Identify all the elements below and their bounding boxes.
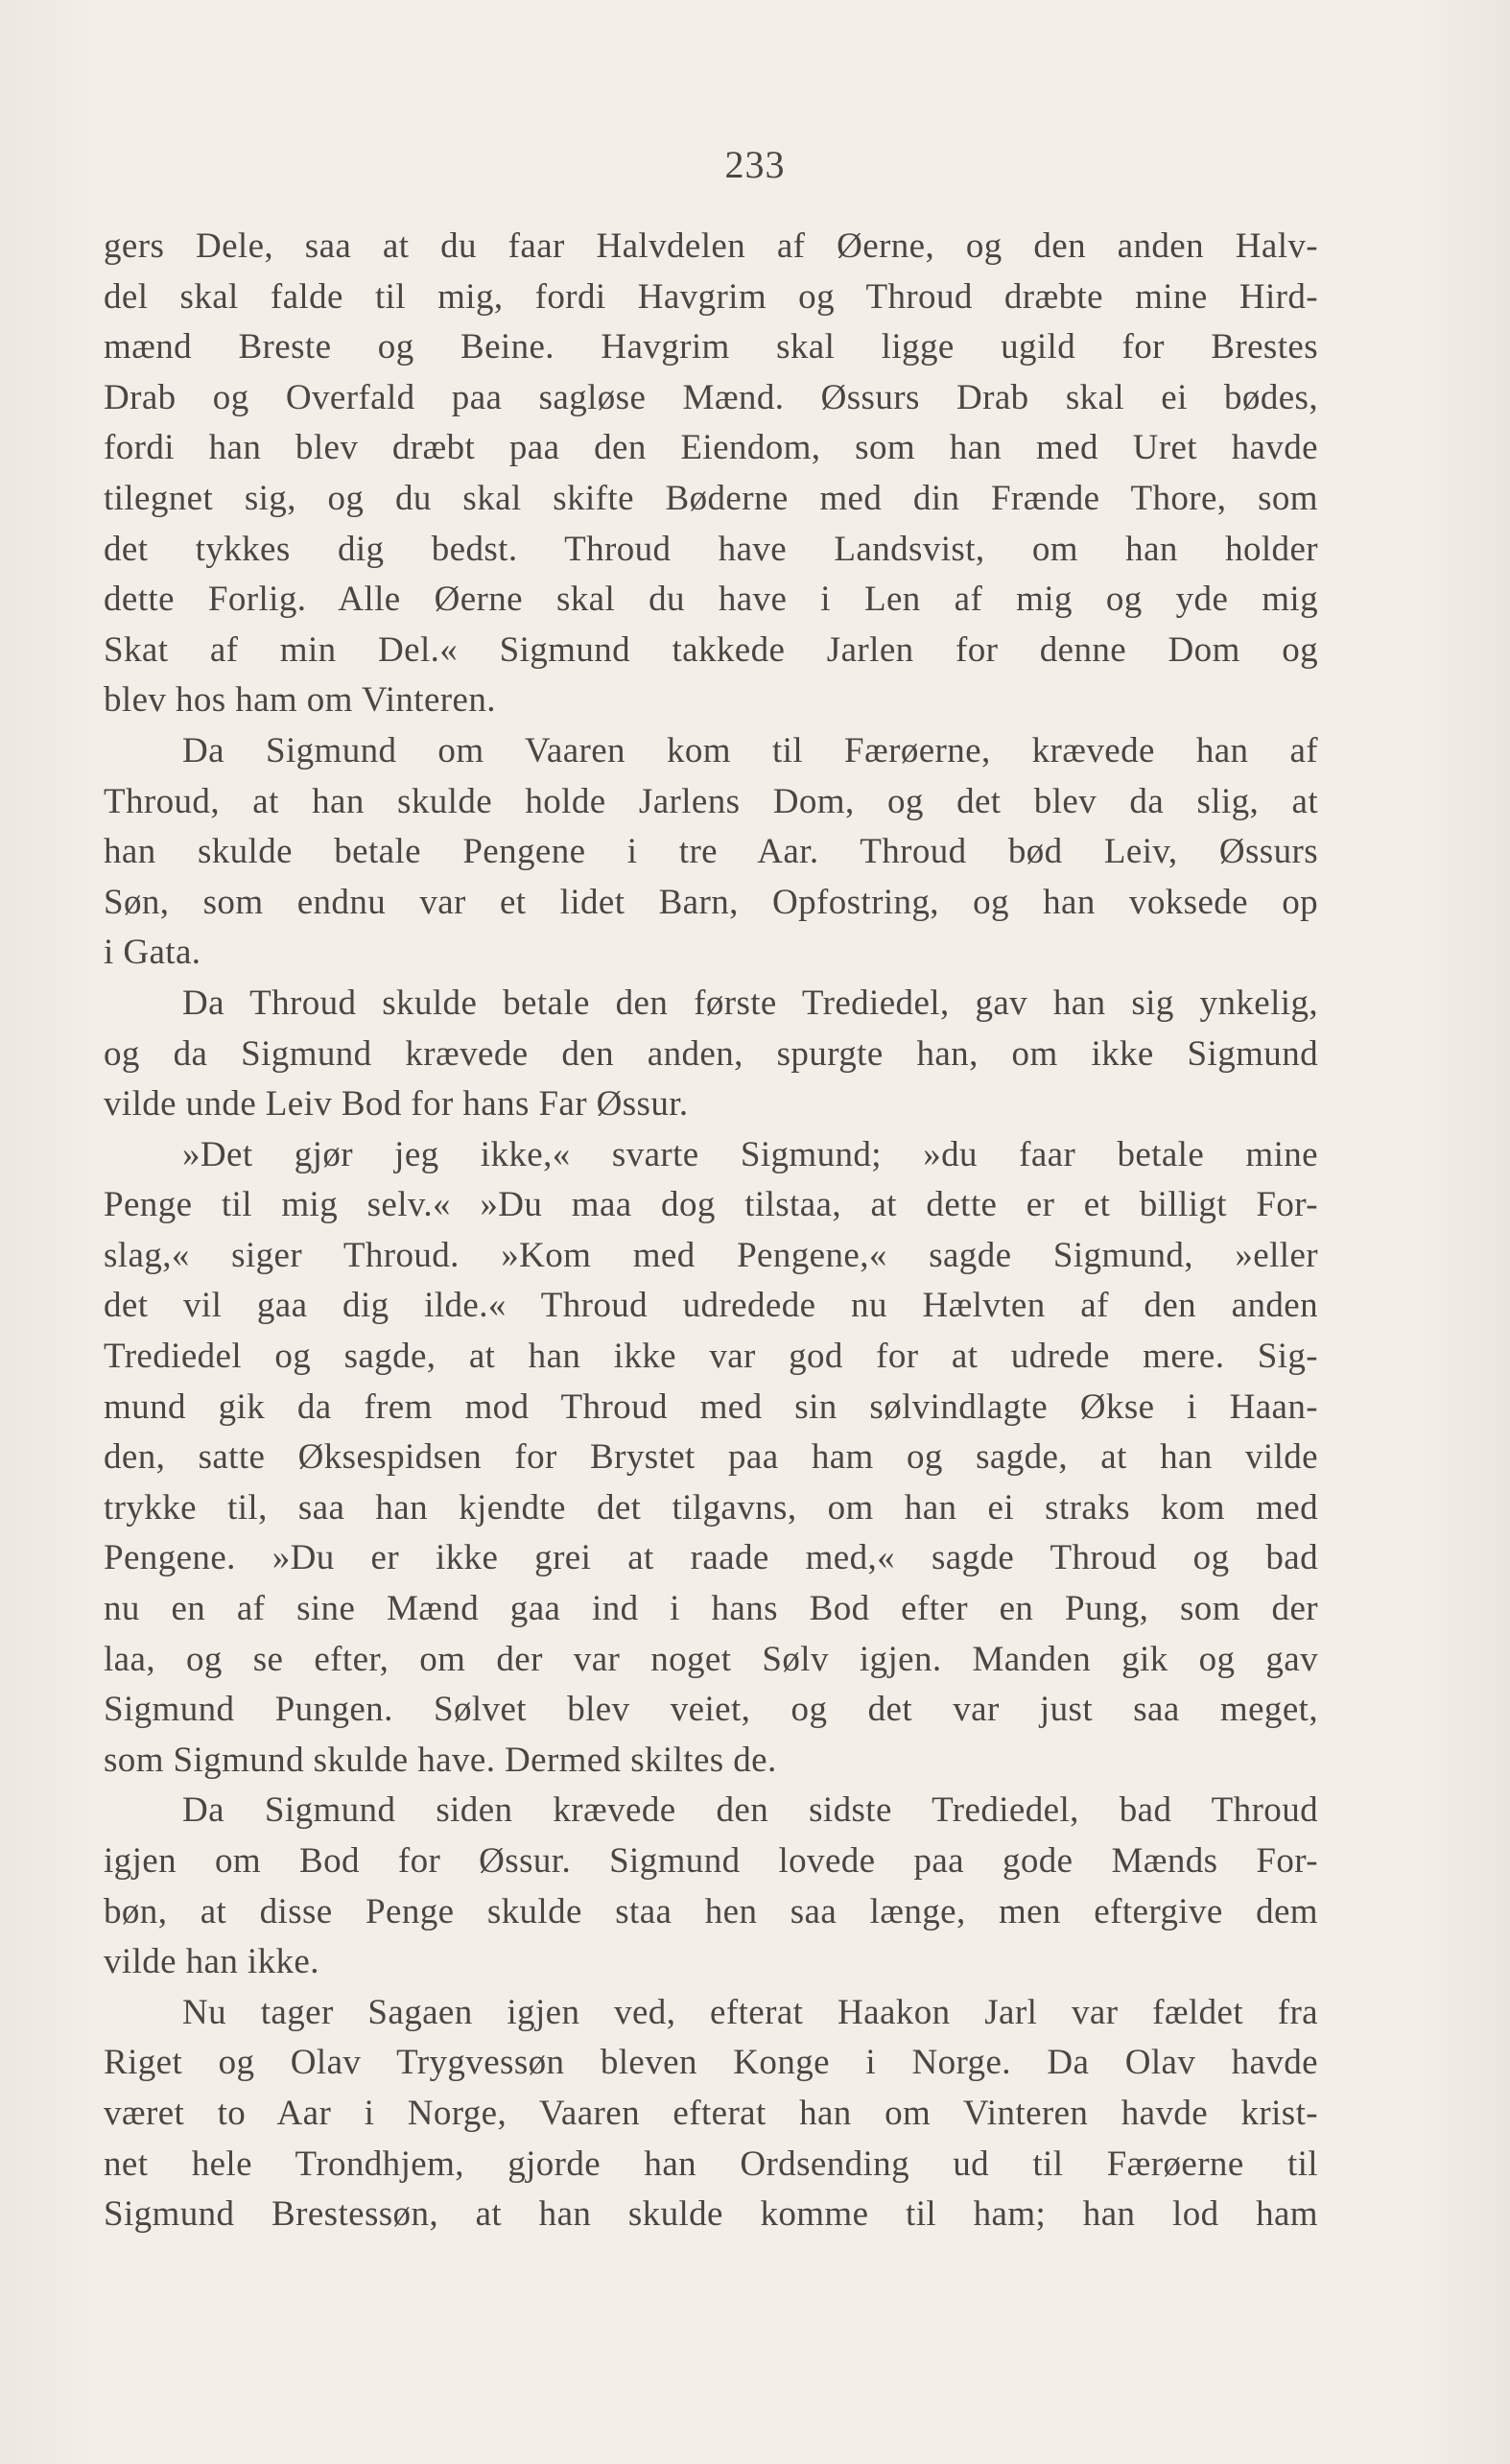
text-line: Da Throud skulde betale den første Trediedel, gav han sig ynkelig, xyxy=(182,983,1318,1023)
text-line: det tykkes dig bedst. Throud have Landsvist, om han holder xyxy=(104,529,1318,569)
text-line: den, satte Øksespidsen for Brystet paa ham og sagde, at han vilde xyxy=(104,1437,1318,1478)
text-line: Pengene. »Du er ikke grei at raade med,« sagde Throud og bad xyxy=(104,1538,1318,1578)
text-line: Riget og Olav Trygvessøn bleven Konge i Norge. Da Olav havde xyxy=(104,2043,1318,2083)
text-line: Da Sigmund siden krævede den sidste Trediedel, bad Throud xyxy=(182,1790,1318,1831)
text-line: fordi han blev dræbt paa den Eiendom, som han med Uret havde xyxy=(104,428,1318,468)
text-line: trykke til, saa han kjendte det tilgavns, om han ei straks kom med xyxy=(104,1487,1318,1528)
text-line: Drab og Overfald paa sagløse Mænd. Øssurs Drab skal ei bødes, xyxy=(104,377,1318,417)
text-line: Throud, at han skulde holde Jarlens Dom, og det blev da slig, at xyxy=(104,781,1318,821)
text-line: tilegnet sig, og du skal skifte Bøderne med din Frænde Thore, som xyxy=(104,478,1318,518)
text-line: Søn, som endnu var et lidet Barn, Opfostring, og han voksede op xyxy=(104,882,1318,922)
text-line: og da Sigmund krævede den anden, spurgte han, om ikke Sigmund xyxy=(104,1033,1318,1074)
text-line: Sigmund Brestessøn, at han skulde komme til ham; han lod ham xyxy=(104,2194,1318,2235)
text-line: net hele Trondhjem, gjorde han Ordsending ud til Færøerne til xyxy=(104,2144,1318,2184)
text-line: vilde unde Leiv Bod for hans Far Øssur. xyxy=(104,1084,689,1125)
text-line: Penge til mig selv.« »Du maa dog tilstaa, at dette er et billigt For- xyxy=(104,1185,1318,1225)
page-number: 233 xyxy=(724,143,786,186)
text-line: bøn, at disse Penge skulde staa hen saa længe, men eftergive dem xyxy=(104,1891,1318,1931)
text-line: Nu tager Sagaen igjen ved, efterat Haakon Jarl var fældet fra xyxy=(182,1992,1318,2032)
text-line: i Gata. xyxy=(104,933,201,973)
text-line: del skal falde til mig, fordi Havgrim og Throud dræbte mine Hird- xyxy=(104,276,1318,317)
text-line: gers Dele, saa at du faar Halvdelen af Øerne, og den anden Halv- xyxy=(104,226,1318,266)
body-text xyxy=(104,222,1318,2240)
text-line: slag,« siger Throud. »Kom med Pengene,« sagde Sigmund, »eller xyxy=(104,1235,1318,1275)
text-line: det vil gaa dig ilde.« Throud udredede nu Hælvten af den anden xyxy=(104,1286,1318,1326)
text-line: blev hos ham om Vinteren. xyxy=(104,680,496,721)
text-line: han skulde betale Pengene i tre Aar. Throud bød Leiv, Øssurs xyxy=(104,832,1318,872)
text-line: Da Sigmund om Vaaren kom til Færøerne, krævede han af xyxy=(182,730,1318,770)
text-line: Trediedel og sagde, at han ikke var god for at udrede mere. Sig- xyxy=(104,1337,1318,1377)
text-line: Sigmund Pungen. Sølvet blev veiet, og det var just saa meget, xyxy=(104,1690,1318,1730)
text-line: laa, og se efter, om der var noget Sølv igjen. Manden gik og gav xyxy=(104,1639,1318,1679)
text-line: som Sigmund skulde have. Dermed skiltes de. xyxy=(104,1740,777,1780)
text-line: vilde han ikke. xyxy=(104,1942,319,1982)
text-line: igjen om Bod for Øssur. Sigmund lovede paa gode Mænds For- xyxy=(104,1841,1318,1881)
text-line: dette Forlig. Alle Øerne skal du have i Len af mig og yde mig xyxy=(104,580,1318,620)
text-line: mund gik da frem mod Throud med sin sølvindlagte Økse i Haan- xyxy=(104,1386,1318,1427)
text-line: været to Aar i Norge, Vaaren efterat han om Vinteren havde krist- xyxy=(104,2093,1318,2133)
text-line: Skat af min Del.« Sigmund takkede Jarlen for denne Dom og xyxy=(104,629,1318,670)
text-line: mænd Breste og Beine. Havgrim skal ligge ugild for Brestes xyxy=(104,327,1318,367)
text-line: »Det gjør jeg ikke,« svarte Sigmund; »du faar betale mine xyxy=(182,1134,1318,1174)
text-line: nu en af sine Mænd gaa ind i hans Bod efter en Pung, som der xyxy=(104,1589,1318,1629)
